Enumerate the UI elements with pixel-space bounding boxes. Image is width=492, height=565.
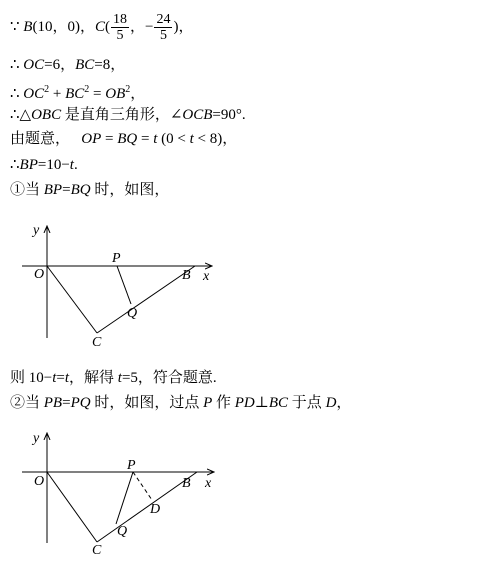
- range-open: (0 <: [157, 131, 190, 147]
- equals-text: =6，: [44, 57, 76, 73]
- paren-open: (: [104, 18, 110, 35]
- point-d: D: [325, 395, 337, 411]
- plus-sign: +: [49, 86, 66, 102]
- segment-oc: OC: [23, 57, 45, 73]
- point-b-label: B: [182, 268, 191, 283]
- line-4: [10, 106, 246, 124]
- range-close: < 8)，: [193, 131, 238, 147]
- segment-bq: BQ: [70, 182, 91, 198]
- segment-cb-line: [97, 266, 195, 333]
- construct-text: 作: [212, 395, 235, 411]
- segment-bq: BQ: [117, 131, 138, 147]
- comma: ，: [336, 395, 352, 411]
- exponent: 2: [125, 84, 131, 95]
- segment-bp: BP: [43, 182, 63, 198]
- equals-sign: =: [137, 131, 154, 147]
- fraction-numerator: 24: [156, 12, 171, 27]
- therefore-triangle: ∴△: [10, 107, 32, 123]
- point-b-coord: (10，0)，: [32, 18, 95, 35]
- fraction-denominator: 5: [116, 28, 124, 43]
- x-axis-label: x: [205, 476, 212, 491]
- fraction-18-5: [111, 12, 129, 43]
- figure-2: [0, 425, 492, 565]
- figure-1: [0, 210, 492, 360]
- segment-op: OP: [81, 131, 102, 147]
- case-1-suffix: 时，如图，: [90, 182, 170, 198]
- point-c-label: C: [92, 543, 102, 558]
- segment-ob: OB: [105, 86, 126, 102]
- segment-pq-line: [116, 472, 133, 524]
- variable-t: t: [69, 157, 74, 173]
- segment-pq: PQ: [70, 395, 91, 411]
- x-axis-label: x: [203, 269, 210, 284]
- angle-value: =90°.: [212, 107, 246, 123]
- fraction-numerator: 18: [112, 12, 127, 27]
- case-2-prefix: ②当: [10, 395, 44, 411]
- variable-t: t: [117, 370, 122, 386]
- angle-ocb: OCB: [182, 107, 213, 123]
- segment-oc-line: [47, 472, 97, 542]
- point-d-label: D: [150, 502, 161, 517]
- point-b-label: B: [23, 18, 33, 35]
- comma-minus: ，−: [129, 18, 154, 35]
- segment-bc: BC: [75, 57, 95, 73]
- triangle-obc: OBC: [31, 107, 62, 123]
- period: .: [73, 157, 78, 173]
- point-o-label: O: [34, 267, 45, 282]
- variable-t: t: [52, 370, 57, 386]
- comma: ，: [130, 86, 146, 102]
- given-text: 由题意，: [10, 131, 71, 147]
- segment-bp: BP: [19, 157, 38, 173]
- equals-sign: =: [101, 131, 118, 147]
- line-6: [10, 156, 78, 174]
- segment-pd-dashed: [133, 472, 152, 500]
- exponent: 2: [84, 84, 90, 95]
- point-c-label: C: [94, 18, 105, 35]
- case-1-prefix: ①当: [10, 182, 44, 198]
- line-3: [10, 81, 145, 103]
- equals-sign: =: [89, 86, 106, 102]
- line-2: [10, 56, 125, 74]
- point-b-label: B: [182, 476, 191, 491]
- therefore-symbol: ∴: [10, 86, 24, 102]
- segment-oc-line: [47, 266, 97, 333]
- equals-sign: =: [62, 182, 71, 198]
- y-axis-label: y: [33, 223, 40, 238]
- exponent: 2: [44, 84, 50, 95]
- case-1-result: =5，符合题意.: [121, 370, 217, 386]
- point-p-label: P: [112, 251, 121, 266]
- point-p: P: [203, 395, 213, 411]
- point-p-label: P: [127, 458, 136, 473]
- paren-close: )，: [173, 18, 194, 35]
- therefore-symbol: ∴: [10, 157, 20, 173]
- segment-bc: BC: [268, 395, 289, 411]
- segment-pb: PB: [43, 395, 63, 411]
- case-2-text: 时，如图，过点: [90, 395, 204, 411]
- line-9: [10, 394, 351, 412]
- line-8: [10, 369, 217, 387]
- segment-pq-line: [117, 266, 131, 304]
- therefore-symbol: ∴: [10, 57, 24, 73]
- perpendicular-symbol: ⊥: [254, 395, 269, 411]
- y-axis-label: y: [33, 431, 40, 446]
- variable-t: t: [64, 370, 70, 386]
- point-q-label: Q: [117, 524, 128, 539]
- line-1: [10, 12, 193, 43]
- equals-text: =10−: [37, 157, 70, 173]
- line-7: [10, 181, 169, 199]
- fraction-denominator: 5: [159, 28, 167, 43]
- foot-text: 于点: [288, 395, 326, 411]
- point-c-label: C: [92, 335, 102, 350]
- variable-t: t: [153, 131, 158, 147]
- point-q-label: Q: [127, 306, 138, 321]
- since-symbol: ∵: [10, 18, 24, 35]
- line-5: [10, 130, 237, 148]
- point-o-label: O: [34, 474, 45, 489]
- fraction-24-5: [154, 12, 172, 43]
- case-1-equation: 则 10−: [10, 370, 53, 386]
- equals-sign: =: [62, 395, 71, 411]
- variable-t: t: [189, 131, 194, 147]
- segment-pd: PD: [234, 395, 255, 411]
- segment-oc: OC: [23, 86, 45, 102]
- equals-sign: =: [56, 370, 65, 386]
- right-triangle-text: 是直角三角形，∠: [61, 107, 183, 123]
- solve-text: ，解得: [69, 370, 118, 386]
- segment-bc: BC: [65, 86, 85, 102]
- equals-text: =8，: [94, 57, 126, 73]
